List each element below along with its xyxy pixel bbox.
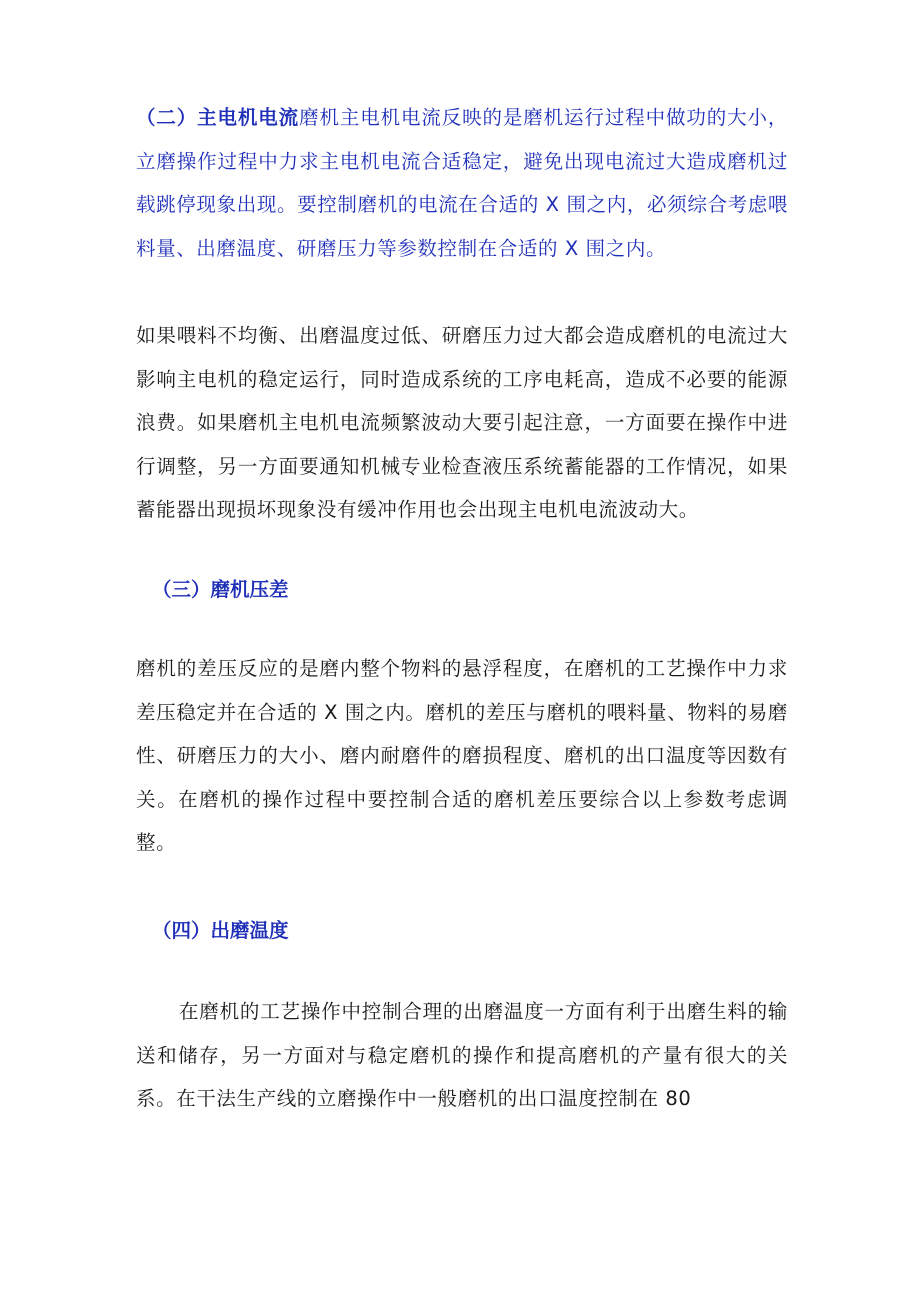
section-2-body: 磨机主电机电流反映的是磨机运行过程中做功的大小，立磨操作过程中力求主电机电流合适稳定，避免出现电流过大造成磨机过载跳停现象出现。要控制磨机的电流在合适的 X 围之内，必须综合考虑喂料量、出磨温度、研磨压力等参数控制在合适的 X 围之内。 [136, 106, 788, 260]
current-fluctuation-paragraph: 如果喂料不均衡、出磨温度过低、研磨压力过大都会造成磨机的电流过大影响主电机的稳定运行，同时造成系统的工序电耗高，造成不必要的能源浪费。如果磨机主电机电流频繁波动大要引起注意，一方面要在操作中进行调整，另一方面要通知机械专业检查液压系统蓄能器的工作情况，如果蓄能器出现损坏现象没有缓冲作用也会出现主电机电流波动大。 [136, 324, 788, 521]
section-3-heading: （三）磨机压差 [152, 577, 289, 601]
section-4-body: 在磨机的工艺操作中控制合理的出磨温度一方面有利于出磨生料的输送和储存，另一方面对与稳定磨机的操作和提高磨机的产量有很大的关系。在干法生产线的立磨操作中一般磨机的出口温度控制在 80 [136, 1000, 788, 1110]
section-4-heading: （四）出磨温度 [152, 918, 289, 942]
document-page [136, 96, 788, 1121]
section-2-paragraph [136, 96, 788, 270]
section-3-body: 磨机的差压反应的是磨内整个物料的悬浮程度，在磨机的工艺操作中力求差压稳定并在合适的 X 围之内。磨机的差压与磨机的喂料量、物料的易磨性、研磨压力的大小、磨内耐磨件的磨损程度、磨机的出口温度等因数有关。在磨机的操作过程中要控制合适的磨机差压要综合以上参数考虑调整。 [136, 657, 788, 854]
section-2-heading: （二）主电机电流 [136, 106, 300, 129]
